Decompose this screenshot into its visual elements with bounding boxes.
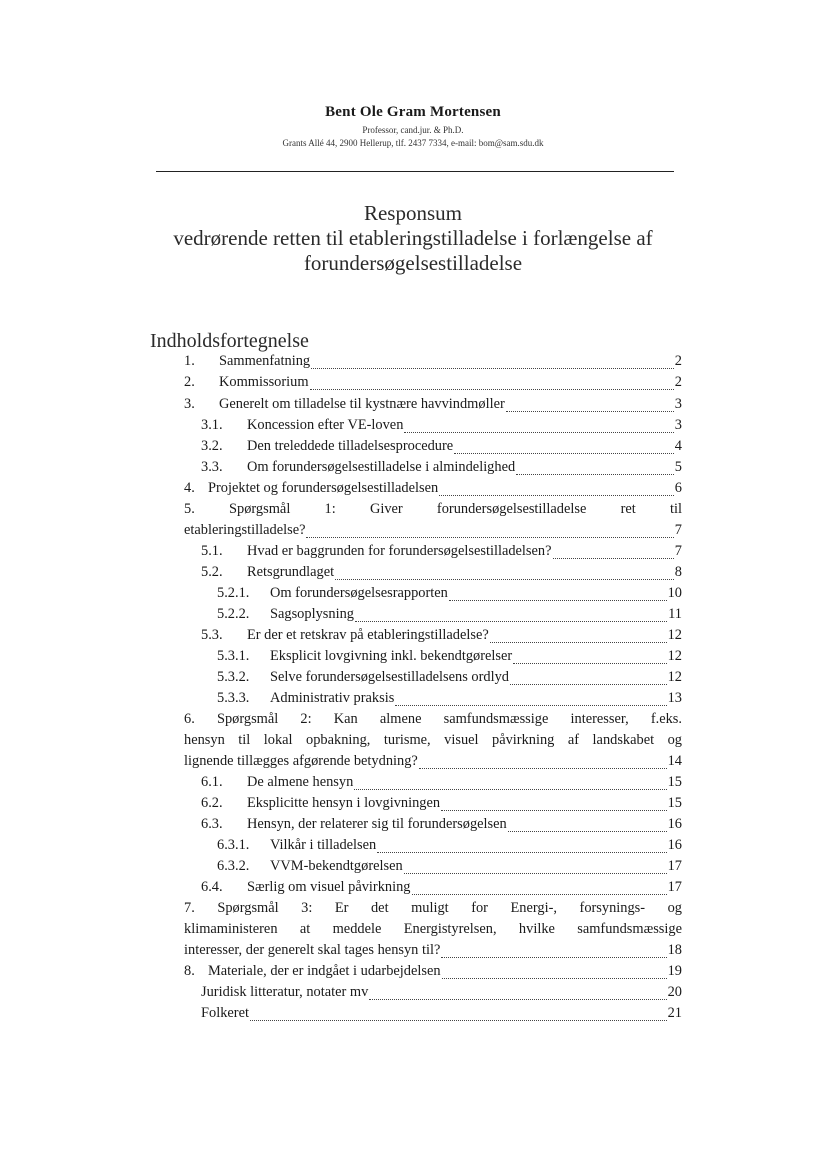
dot-leader: [508, 831, 667, 832]
dot-leader: [355, 621, 667, 622]
toc-entry-page: 5: [674, 459, 682, 475]
dot-leader: [454, 453, 674, 454]
dot-leader: [306, 537, 673, 538]
toc-entry-title: Vilkår i tilladelsen: [270, 837, 377, 853]
dot-leader: [354, 789, 666, 790]
toc-entry-title: Administrativ praksis: [270, 690, 395, 706]
toc-entry[interactable]: [184, 353, 682, 373]
toc-entry-number: 5.3.2.: [217, 669, 250, 685]
dot-leader: [510, 684, 667, 685]
toc-entry[interactable]: [201, 417, 682, 437]
dot-leader: [419, 768, 667, 769]
toc-entry-page: 12: [667, 648, 682, 664]
toc-entry-number: 6.3.: [201, 816, 223, 832]
dot-leader: [442, 978, 667, 979]
dot-leader: [449, 600, 667, 601]
toc-entry[interactable]: [201, 543, 682, 563]
toc-entry-title: Den treleddede tilladelsesprocedure: [247, 438, 454, 454]
author-contact: Grants Allé 44, 2900 Hellerup, tlf. 2437 7334, e-mail: bom@sam.sdu.dk: [282, 138, 544, 148]
toc-entry[interactable]: [184, 480, 682, 500]
toc-entry-title: Kommissorium: [219, 374, 309, 390]
dot-leader: [395, 705, 666, 706]
toc-entry-title: Materiale, der er indgået i udarbejdelsen: [208, 963, 441, 979]
toc-entry[interactable]: [217, 648, 682, 668]
dot-leader: [404, 873, 667, 874]
toc-entry-page: 2: [674, 353, 682, 369]
dot-leader: [516, 474, 674, 475]
toc-entry[interactable]: [201, 438, 682, 458]
toc-entry-number: 5.2.1.: [217, 585, 250, 601]
dot-leader: [404, 432, 673, 433]
toc-entry-title: Juridisk litteratur, notater mv: [201, 984, 369, 1000]
toc-entry-title: lignende tillægges afgørende betydning?: [184, 753, 418, 769]
toc-entry-page: 6: [674, 480, 682, 496]
toc-entry-line[interactable]: klimaministeren at meddele Energistyrelsen, hvilke samfundsmæssige: [184, 921, 682, 937]
toc-entry-title: Hensyn, der relaterer sig til forundersøgelsen: [247, 816, 507, 832]
dot-leader: [335, 579, 674, 580]
toc-entry-title: Særlig om visuel påvirkning: [247, 879, 411, 895]
toc-entry-number: 3.3.: [201, 459, 223, 475]
dot-leader: [310, 389, 674, 390]
dot-leader: [553, 558, 674, 559]
toc-entry-title: Hvad er baggrunden for forundersøgelsestilladelsen?: [247, 543, 552, 559]
toc-entry-page: 16: [667, 837, 682, 853]
toc-entry-number: 5.2.2.: [217, 606, 250, 622]
toc-entry-number: 6.2.: [201, 795, 223, 811]
toc-entry-page: 17: [667, 858, 682, 874]
toc-entry-line[interactable]: 5. Spørgsmål 1: Giver forundersøgelsestilladelse ret til: [184, 501, 682, 517]
toc-entry-title: Koncession efter VE-loven: [247, 417, 404, 433]
toc-entry-title: Eksplicit lovgivning inkl. bekendtgørelser: [270, 648, 513, 664]
toc-entry-title: VVM-bekendtgørelsen: [270, 858, 403, 874]
toc-entry[interactable]: [201, 984, 682, 1004]
toc-entry-number: 5.3.: [201, 627, 223, 643]
toc-entry[interactable]: [201, 816, 682, 836]
toc-entry-title: Generelt om tilladelse til kystnære havvindmøller: [219, 396, 505, 412]
toc-entry[interactable]: [184, 963, 682, 983]
toc-entry-title: Retsgrundlaget: [247, 564, 335, 580]
toc-entry-page: 3: [674, 396, 682, 412]
dot-leader: [250, 1020, 667, 1021]
toc-entry[interactable]: [184, 753, 682, 773]
toc-entry[interactable]: [217, 837, 682, 857]
toc-entry-page: 4: [674, 438, 682, 454]
toc-entry[interactable]: [201, 564, 682, 584]
dot-leader: [490, 642, 667, 643]
toc-entry[interactable]: [184, 522, 682, 542]
toc-entry-page: 10: [667, 585, 682, 601]
toc-entry[interactable]: [217, 606, 682, 626]
toc-entry-line[interactable]: hensyn til lokal opbakning, turisme, visuel påvirkning af landskabet og: [184, 732, 682, 748]
toc-entry[interactable]: [201, 627, 682, 647]
toc-entry-title: Sagsoplysning: [270, 606, 354, 622]
toc-entry-number: 3.2.: [201, 438, 223, 454]
toc-entry-title: Eksplicitte hensyn i lovgivningen: [247, 795, 441, 811]
toc-entry-number: 5.1.: [201, 543, 223, 559]
toc-entry-title: Om forundersøgelsestilladelse i almindelighed: [247, 459, 516, 475]
toc-entry-number: 3.: [184, 396, 195, 412]
toc-entry-title: etableringstilladelse?: [184, 522, 306, 538]
dot-leader: [377, 852, 666, 853]
toc-entry-title: Om forundersøgelsesrapporten: [270, 585, 448, 601]
dot-leader: [506, 411, 674, 412]
dot-leader: [311, 368, 674, 369]
toc-entry-number: 5.2.: [201, 564, 223, 580]
toc-entry[interactable]: [201, 879, 682, 899]
dot-leader: [412, 894, 667, 895]
toc-entry-number: 5.3.1.: [217, 648, 250, 664]
toc-entry-page: 2: [674, 374, 682, 390]
title-line-2: vedrørende retten til etableringstilladelse i forlængelse af: [173, 226, 653, 250]
toc-entry-title: De almene hensyn: [247, 774, 354, 790]
dot-leader: [441, 957, 666, 958]
toc-entry[interactable]: [217, 585, 682, 605]
toc-entry-page: 11: [668, 606, 682, 622]
dot-leader: [369, 999, 666, 1000]
dot-leader: [513, 663, 666, 664]
toc-entry-title: Er der et retskrav på etableringstilladelse?: [247, 627, 489, 643]
toc-entry-page: 20: [667, 984, 682, 1000]
toc-entry-page: 7: [674, 543, 682, 559]
toc-entry-page: 7: [674, 522, 682, 538]
toc-entry-page: 14: [667, 753, 682, 769]
toc-entry-page: 18: [667, 942, 682, 958]
toc-entry-page: 12: [667, 627, 682, 643]
toc-entry-number: 5.3.3.: [217, 690, 250, 706]
toc-entry-title: Folkeret: [201, 1005, 249, 1021]
toc-entry-title: Selve forundersøgelsestilladelsens ordlyd: [270, 669, 509, 685]
toc-entry[interactable]: [201, 774, 682, 794]
toc-entry-title: Projektet og forundersøgelsestilladelsen: [208, 480, 439, 496]
toc-entry-page: 15: [667, 774, 682, 790]
toc-entry-number: 6.3.2.: [217, 858, 250, 874]
toc-entry-page: 8: [674, 564, 682, 580]
toc-entry[interactable]: [184, 374, 682, 394]
toc-entry-number: 4.: [184, 480, 195, 496]
toc-entry-page: 21: [667, 1005, 682, 1021]
toc-entry-number: 6.4.: [201, 879, 223, 895]
toc-entry-page: 17: [667, 879, 682, 895]
title-line-1: Responsum: [363, 201, 462, 225]
author-name: Bent Ole Gram Mortensen: [325, 104, 501, 120]
toc-entry[interactable]: [201, 459, 682, 479]
toc-entry-page: 19: [667, 963, 682, 979]
toc-entry-page: 13: [667, 690, 682, 706]
toc-entry-page: 3: [674, 417, 682, 433]
toc-entry-page: 15: [667, 795, 682, 811]
toc-entry[interactable]: [184, 396, 682, 416]
title-line-3: forundersøgelsestilladelse: [303, 251, 523, 275]
toc-entry-number: 8.: [184, 963, 195, 979]
toc-entry-page: 12: [667, 669, 682, 685]
toc-entry[interactable]: [217, 669, 682, 689]
toc-heading: Indholdsfortegnelse: [150, 330, 309, 352]
toc-entry-line[interactable]: 7. Spørgsmål 3: Er det muligt for Energi-, forsynings- og: [184, 900, 682, 916]
toc-entry-title: interesser, der generelt skal tages hensyn til?: [184, 942, 441, 958]
toc-entry-number: 3.1.: [201, 417, 223, 433]
toc-entry-line[interactable]: 6. Spørgsmål 2: Kan almene samfundsmæssige interesser, f.eks.: [184, 711, 682, 727]
toc-entry-number: 6.3.1.: [217, 837, 250, 853]
toc-entry-page: 16: [667, 816, 682, 832]
toc-entry[interactable]: [217, 690, 682, 710]
toc-entry[interactable]: [184, 942, 682, 962]
toc-entry[interactable]: [201, 795, 682, 815]
toc-entry-number: 1.: [184, 353, 195, 369]
toc-entry-number: 2.: [184, 374, 195, 390]
dot-leader: [441, 810, 667, 811]
toc-entry-title: Sammenfatning: [219, 353, 311, 369]
toc-entry[interactable]: [217, 858, 682, 878]
toc-entry[interactable]: [201, 1005, 682, 1025]
author-credentials: Professor, cand.jur. & Ph.D.: [362, 125, 464, 135]
toc-entry-number: 6.1.: [201, 774, 223, 790]
dot-leader: [439, 495, 674, 496]
